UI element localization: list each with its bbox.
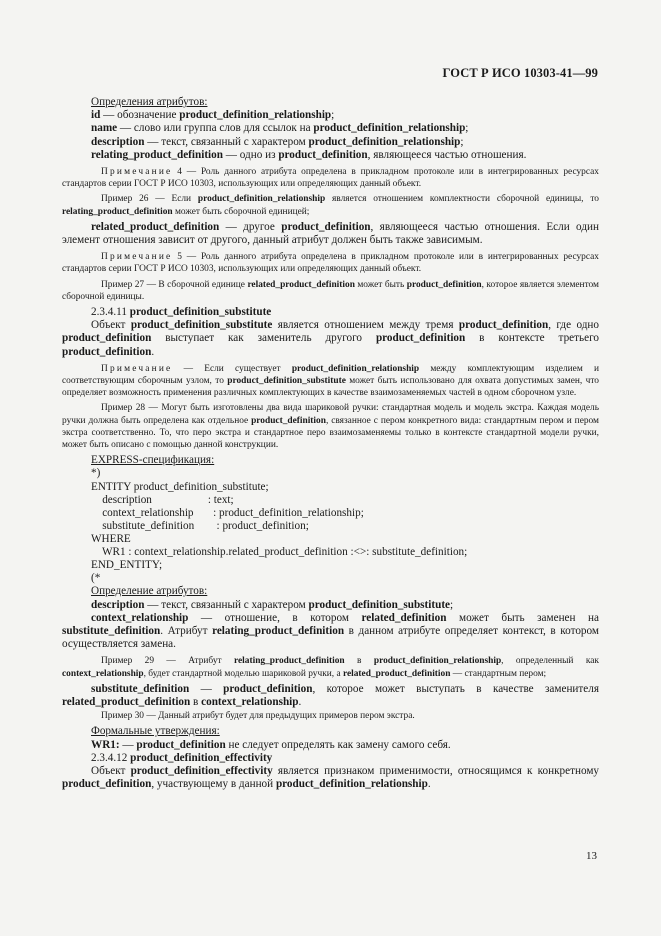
- formal-heading: Формальные утверждения:: [91, 725, 220, 738]
- code-line: WR1 : context_relationship.related_product_definition :<>: substitute_definition;: [91, 546, 468, 559]
- section-2-3-4-11-heading: 2.3.4.11 product_definition_substitute: [91, 306, 272, 319]
- attr-name: name — слово или группа слов для ссылок на product_definition_relationship;: [91, 122, 469, 135]
- attributes-heading: Определения атрибутов:: [91, 96, 208, 108]
- attr-related: related_product_definition — другое product_definition, являющееся частью отношения. Если один элемент отношения зависит от другого, данный атрибут должен быть также зависимым.: [62, 220, 599, 247]
- attributes-heading-2: Определение атрибутов:: [91, 585, 208, 598]
- section-intro: Объект product_definition_substitute является отношением между тремя product_definition, где одно product_definition выступает как заменитель другого product_definition в контексте третьего product_definition.: [62, 319, 600, 358]
- example-30: Пример 30 — Данный атрибут будет для предыдущих примеров пером экстра.: [101, 711, 415, 722]
- section-outro: Объект product_definition_effectivity является признаком применимости, относящимся к конкретному product_definition, участвующему в данной product_definition_relationship.: [62, 764, 600, 791]
- code-line: description : text;: [91, 493, 234, 506]
- attr-id: id — обозначение product_definition_relationship;: [91, 109, 335, 122]
- page-number: 13: [586, 850, 597, 862]
- code-line: context_relationship : product_definition_relationship;: [91, 506, 364, 519]
- section-2-3-4-12-heading: 2.3.4.12 product_definition_effectivity: [91, 751, 273, 764]
- example-29: Пример 29 — Атрибут relating_product_definition в product_definition_relationship, определенный как context_relationship, будет стандартной моделью шариковой ручки, а related_product_definition — стандартным пером;: [62, 656, 599, 679]
- code-line: END_ENTITY;: [91, 559, 163, 572]
- code-line: ENTITY product_definition_substitute;: [91, 480, 269, 493]
- example-26: Пример 26 — Если product_definition_relationship является отношением комплектности сборочной единицы, то relating_product_definition может быть сборочной единицей;: [62, 194, 599, 217]
- code-line: substitute_definition : product_definition;: [91, 519, 309, 532]
- formal-rule-wr1: WR1: — product_definition не следует определять как замену самого себя.: [91, 738, 451, 751]
- example-27: Пример 27 — В сборочной единице related_product_definition может быть product_definition, которое является элементом сборочной единицы.: [62, 279, 599, 302]
- attr-description-2: description — текст, связанный с характером product_definition_substitute;: [91, 598, 454, 611]
- attr-description: description — текст, связанный с характером product_definition_relationship;: [91, 135, 464, 148]
- note-substitute: Примечание — Если существует product_definition_relationship между комплектующим изделием и соответствующим сборочным узлом, то product_definition_substitute может быть использовано для охвата допустимых замен, что определяет возможность применения различных комплектующих в качестве взаимозаменяемых частей в одном сборочном узле.: [62, 363, 599, 399]
- document-code-header: ГОСТ Р ИСО 10303-41—99: [442, 66, 598, 80]
- note-4: Примечание 4 — Роль данного атрибута определена в прикладном протоколе или в интегрированных ресурсах стандартов серии ГОСТ Р ИСО 10303, использующих или определяющих данный объект.: [62, 167, 599, 190]
- note-5: Примечание 5 — Роль данного атрибута определена в прикладном протоколе или в интегрированных ресурсах стандартов серии ГОСТ Р ИСО 10303, использующих или определяющих данный объект.: [62, 252, 599, 275]
- example-28: Пример 28 — Могут быть изготовлены два вида шариковой ручки: стандартная модель и модель экстра. Каждая модель ручки должна быть определена как отдельное product_definition, связанное с пером конкретного вида: стандартным пером и пером экстра соответственно. То, что перо экстра и стандартное перо взаимозаменяемы только в контексте стандартной модели ручки, может быть описано с помощью данной конструкции.: [62, 403, 599, 451]
- page-body: [62, 96, 599, 791]
- code-line: WHERE: [91, 532, 131, 545]
- attr-substitute-definition: substitute_definition — product_definition, которое может выступать в качестве заменителя related_product_definition в context_relationship.: [62, 682, 599, 708]
- express-code-block: [62, 467, 599, 585]
- code-line: *): [91, 467, 101, 480]
- attr-context-relationship: context_relationship — отношение, в котором related_definition может быть заменен на substitute_definition. Атрибут relating_product_definition в данном атрибуте определяет контекст, в котором осуществляется замена.: [62, 611, 600, 651]
- express-heading: EXPRESS-спецификация:: [91, 454, 215, 467]
- code-line: (*: [91, 572, 101, 585]
- attr-relating: relating_product_definition — одно из product_definition, являющееся частью отношения.: [91, 148, 527, 161]
